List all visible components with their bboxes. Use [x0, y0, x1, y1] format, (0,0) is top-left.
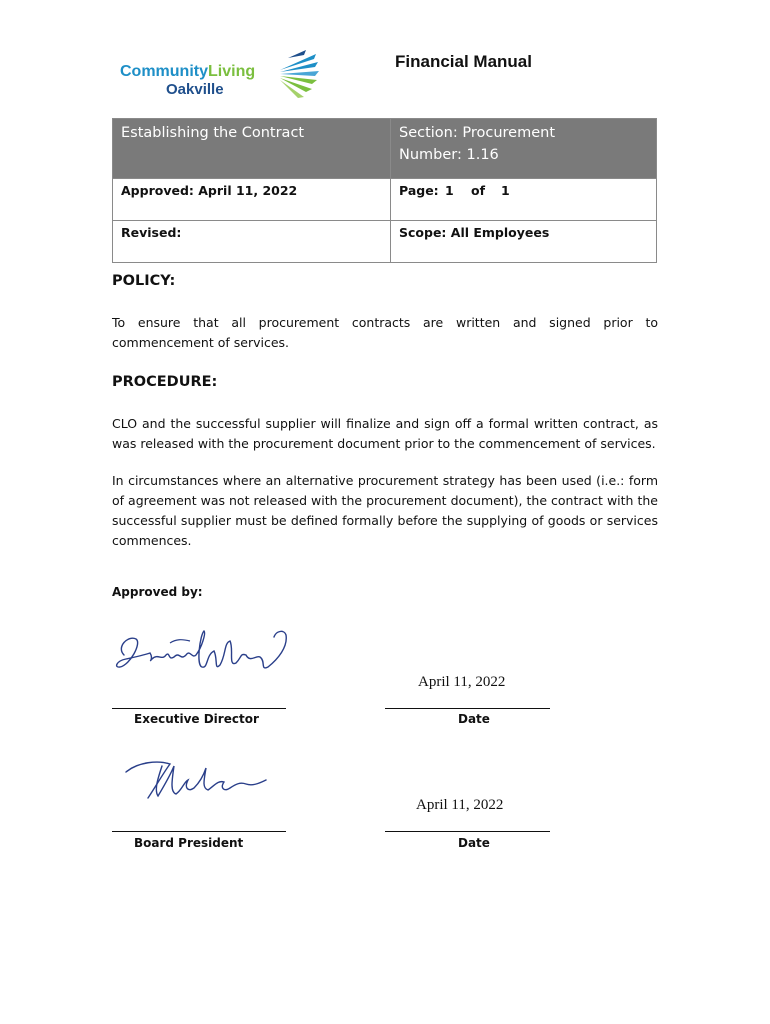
logo-word-community: Community: [120, 63, 208, 80]
procedure-paragraph-2: In circumstances where an alternative procurement strategy has been used (i.e.: form of agreement was not released with the procurement document), the contract with the successful supplier must be defined formally before the supplying of goods or services commences.: [112, 473, 658, 548]
logo-burst-icon: [280, 50, 319, 98]
page-label: Page:: [399, 183, 439, 198]
section-cell: [391, 119, 657, 179]
policy-text: To ensure that all procurement contracts are written and signed prior to commencement of services.: [112, 315, 658, 350]
board-president-signature: [118, 752, 278, 804]
executive-director-signature-line: [112, 708, 286, 709]
scope: Scope: All Employees: [391, 221, 657, 263]
document-title: Establishing the Contract: [121, 125, 305, 141]
document-title-cell: [113, 119, 391, 179]
approved-by-label: Approved by:: [112, 585, 203, 599]
executive-director-date-line: [385, 708, 550, 709]
board-president-date: April 11, 2022: [416, 797, 504, 813]
manual-title: Financial Manual: [395, 52, 532, 71]
page-total: 1: [501, 183, 510, 198]
page-of: of: [471, 183, 486, 198]
executive-director-signature: [110, 625, 295, 685]
policy-heading: POLICY:: [112, 273, 176, 289]
community-living-oakville-logo: [120, 50, 320, 102]
logo-word-oakville: Oakville: [166, 81, 224, 98]
section-label: Section: Procurement: [399, 125, 556, 141]
executive-director-date-label: Date: [458, 712, 490, 726]
executive-director-label: Executive Director: [134, 712, 259, 726]
document-header-table: [112, 118, 657, 263]
revised-date: Revised:: [113, 221, 391, 263]
page-current: 1: [445, 183, 454, 198]
logo-word-living: Living: [208, 63, 256, 80]
procedure-paragraph-1: CLO and the successful supplier will finalize and sign off a formal written contract, as was released with the procurement document prior to the commencement of services.: [112, 416, 658, 451]
number-label: Number: 1.16: [399, 147, 499, 163]
approved-date: Approved: April 11, 2022: [113, 179, 391, 221]
board-president-date-label: Date: [458, 836, 490, 850]
board-president-signature-line: [112, 831, 286, 832]
executive-director-date: April 11, 2022: [418, 674, 506, 690]
page-count: [391, 179, 657, 221]
procedure-heading: PROCEDURE:: [112, 374, 218, 390]
board-president-date-line: [385, 831, 550, 832]
board-president-label: Board President: [134, 836, 244, 850]
